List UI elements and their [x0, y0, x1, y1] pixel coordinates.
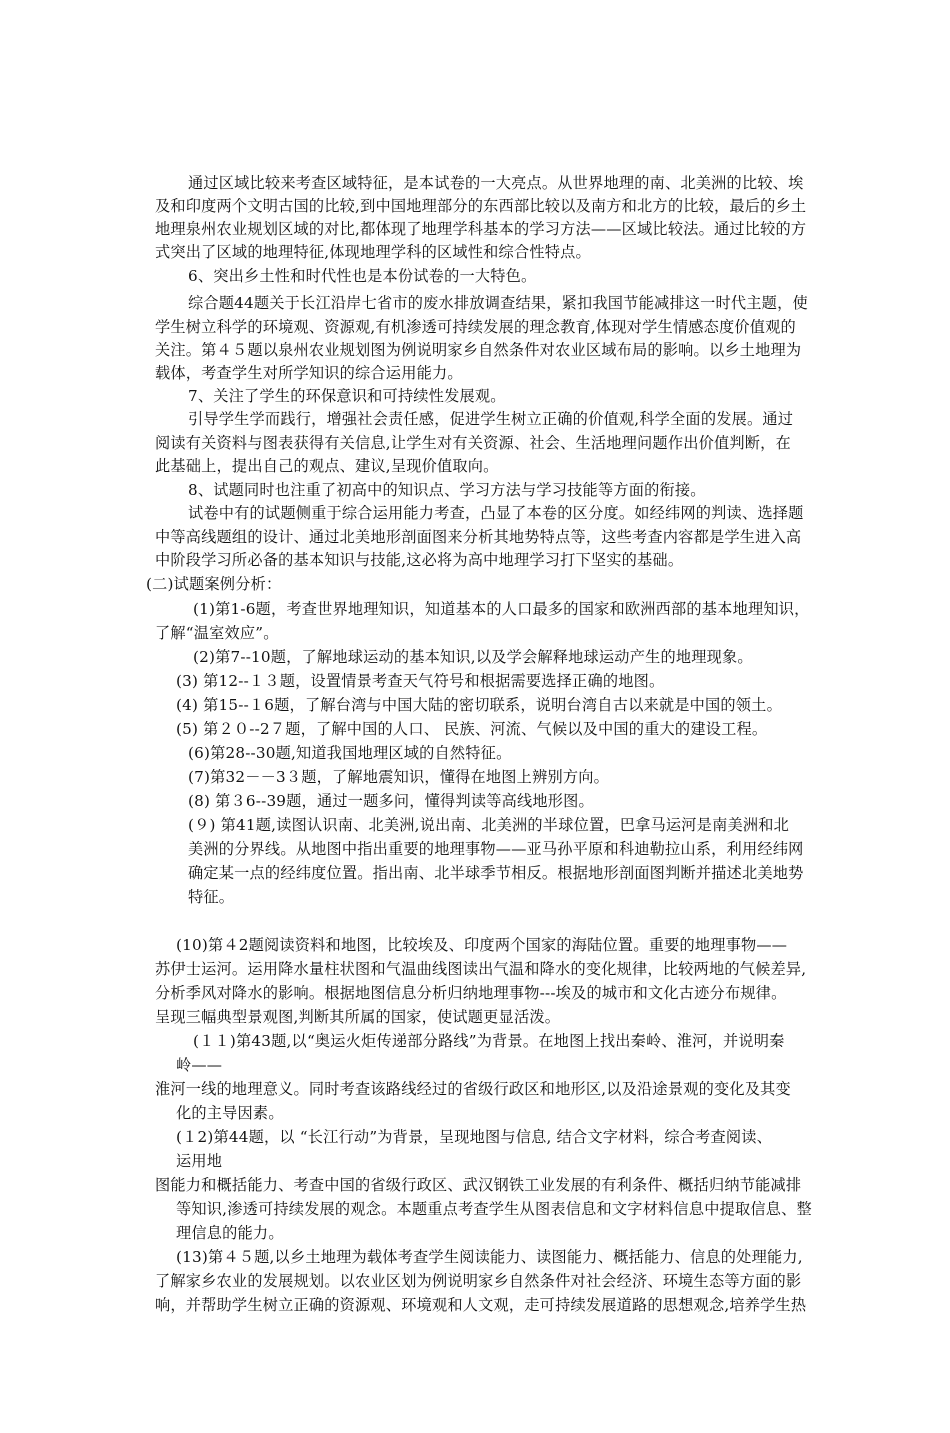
paragraph-line: 中阶段学习所必备的基本知识与技能,这必将为高中地理学习打下坚实的基础。 [155, 551, 684, 569]
list-item: (13)第４５题,以乡土地理为载体考查学生阅读能力、读图能力、概括能力、信息的处理能力, [176, 1248, 803, 1266]
section-heading: 6、突出乡土性和时代性也是本份试卷的一大特色。 [188, 267, 537, 285]
list-item: (９) 第41题,读图认识南、北美洲,说出南、北美洲的半球位置，巴拿马运河是南美洲和北 [188, 816, 790, 834]
list-item: 化的主导因素。 [176, 1104, 284, 1122]
paragraph-line: 综合题44题关于长江沿岸七省市的废水排放调查结果，紧扣我国节能减排这一时代主题，使 [188, 294, 808, 312]
paragraph-line: 引导学生学而践行，增强社会责任感，促进学生树立正确的价值观,科学全面的发展。通过 [188, 410, 794, 428]
paragraph-line: 此基础上，提出自己的观点、建议,呈现价值取向。 [155, 457, 499, 475]
section-heading: (二)试题案例分析： [146, 575, 282, 593]
paragraph-line: 关注。第４５题以泉州农业规划图为例说明家乡自然条件对农业区域布局的影响。以乡土地理为 [155, 341, 802, 359]
list-item: 了解家乡农业的发展规划。以农业区划为例说明家乡自然条件对社会经济、环境生态等方面的影 [155, 1272, 802, 1290]
paragraph-line: 阅读有关资料与图表获得有关信息,让学生对有关资源、社会、生活地理问题作出价值判断，在 [155, 434, 791, 452]
list-item: (7)第32－－3３题，了解地震知识，懂得在地图上辨别方向。 [188, 768, 610, 786]
list-item: 呈现三幅典型景观图,判断其所属的国家，使试题更显活泼。 [155, 1008, 561, 1026]
paragraph-line: 中等高线题组的设计、通过北美地形剖面图来分析其地势特点等，这些考查内容都是学生进入高 [155, 528, 802, 546]
paragraph-line: 载体，考查学生对所学知识的综合运用能力。 [155, 364, 463, 382]
paragraph-line: 地理泉州农业规划区域的对比,都体现了地理学科基本的学习方法——区域比较法。通过比较的方 [155, 220, 807, 238]
list-item: 确定某一点的经纬度位置。指出南、北半球季节相反。根据地形剖面图判断并描述北美地势 [188, 864, 804, 882]
list-item: 运用地 [176, 1152, 223, 1170]
paragraph-line: 学生树立科学的环境观、资源观,有机渗透可持续发展的理念教育,体现对学生情感态度价值观的 [155, 318, 796, 336]
list-item: 等知识,渗透可持续发展的观念。本题重点考查学生从图表信息和文字材料信息中提取信息、整 [176, 1200, 812, 1218]
paragraph-line: 式突出了区域的地理特征,体现地理学科的区域性和综合性特点。 [155, 243, 591, 261]
list-item: (5) 第２０--2７题，了解中国的人口、 民族、河流、气候以及中国的重大的建设工程。 [176, 720, 768, 738]
paragraph-line: 通过区域比较来考查区域特征，是本试卷的一大亮点。从世界地理的南、北美洲的比较、埃 [188, 174, 804, 192]
list-item: (8) 第３6--39题，通过一题多问，懂得判读等高线地形图。 [188, 792, 594, 810]
list-item: 岭—— [176, 1056, 223, 1074]
list-item: 响，并帮助学生树立正确的资源观、环境观和人文观，走可持续发展道路的思想观念,培养学生热 [155, 1296, 807, 1314]
list-item: (１2)第44题，以 “长江行动”为背景，呈现地图与信息, 结合文字材料，综合考查阅读、 [176, 1128, 773, 1146]
paragraph-line: 及和印度两个文明古国的比较,到中国地理部分的东西部比较以及南方和北方的比较，最后的乡土 [155, 197, 807, 215]
list-item: 图能力和概括能力、考查中国的省级行政区、武汉钢铁工业发展的有利条件、概括归纳节能减排 [155, 1176, 802, 1194]
list-item: 理信息的能力。 [176, 1224, 284, 1242]
paragraph-line: 试卷中有的试题侧重于综合运用能力考查，凸显了本卷的区分度。如经纬网的判读、选择题 [188, 504, 804, 522]
list-item: 特征。 [188, 888, 235, 906]
section-heading: 7、关注了学生的环保意识和可持续性发展观。 [188, 387, 506, 405]
list-item: 分析季风对降水的影响。根据地图信息分析归纳地理事物---埃及的城市和文化古迹分布规律。 [155, 984, 787, 1002]
list-item: (10)第４2题阅读资料和地图，比较埃及、印度两个国家的海陆位置。重要的地理事物—— [176, 936, 788, 954]
list-item: (6)第28--30题,知道我国地理区域的自然特征。 [188, 744, 512, 762]
list-item: 了解“温室效应”。 [155, 624, 279, 642]
list-item: 淮河一线的地理意义。同时考查该路线经过的省级行政区和地形区,以及沿途景观的变化及其变 [155, 1080, 791, 1098]
list-item: (4) 第15--１6题，了解台湾与中国大陆的密切联系，说明台湾自古以来就是中国的领土。 [176, 696, 782, 714]
list-item: (１１)第43题,以“奥运火炬传递部分路线”为背景。在地图上找出秦岭、淮河，并说明秦 [193, 1032, 785, 1050]
list-item: 美洲的分界线。从地图中指出重要的地理事物——亚马孙平原和科迪勒拉山系，利用经纬网 [188, 840, 804, 858]
list-item: 苏伊士运河。运用降水量柱状图和气温曲线图读出气温和降水的变化规律，比较两地的气候差异, [155, 960, 807, 978]
list-item: (3) 第12--１３题，设置情景考查天气符号和根据需要选择正确的地图。 [176, 672, 665, 690]
list-item: (1)第1-6题，考查世界地理知识，知道基本的人口最多的国家和欧洲西部的基本地理知识， [193, 600, 810, 618]
list-item: (2)第7--10题，了解地球运动的基本知识,以及学会解释地球运动产生的地理现象。 [193, 648, 753, 666]
section-heading: 8、试题同时也注重了初高中的知识点、学习方法与学习技能等方面的衔接。 [188, 481, 706, 499]
